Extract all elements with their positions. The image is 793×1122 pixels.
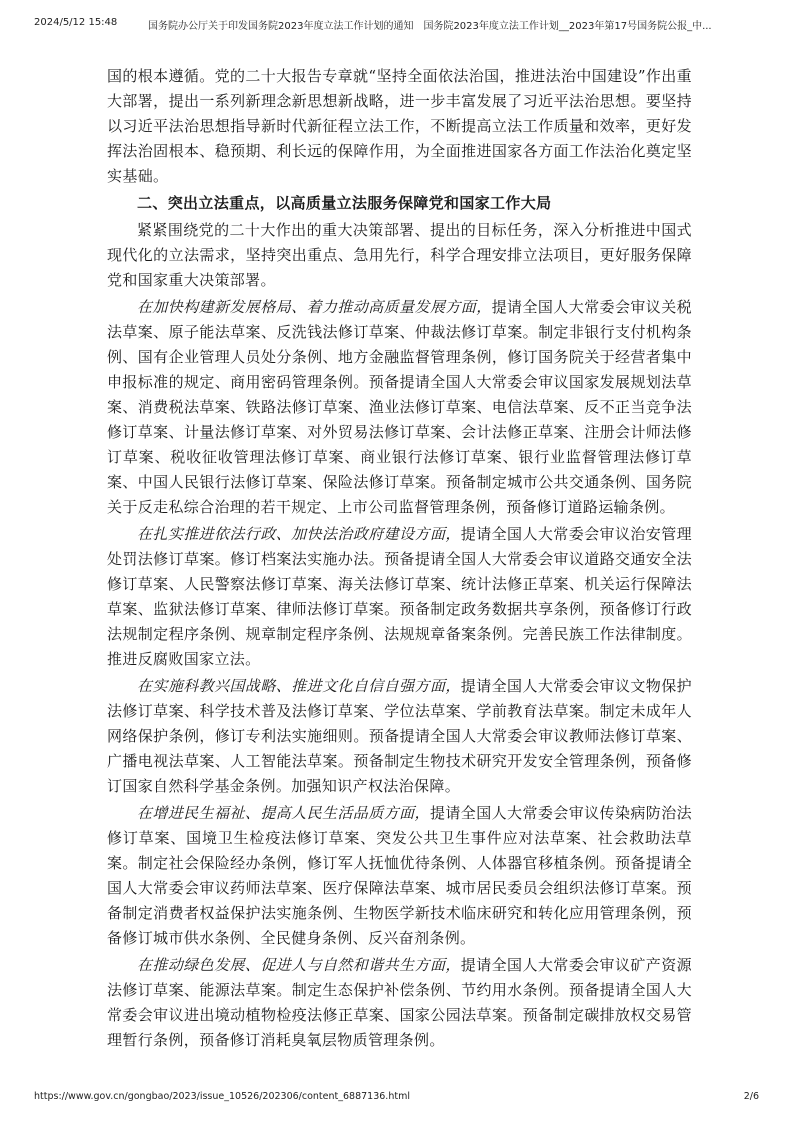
document-body — [107, 64, 692, 1055]
paragraph-lead: 在推动绿色发展、促进人与自然和谐共生方面， — [137, 956, 461, 974]
paragraph-lead: 在增进民生福祉、提高人民生活品质方面， — [137, 804, 430, 822]
paragraph-development — [107, 295, 692, 520]
paragraph-text: 提请全国人大常委会审议治安管理处罚法修订草案。修订档案法实施办法。预备提请全国人大常委会审议道路交通安全法修订草案、人民警察法修订草案、海关法修订草案、统计法修正草案、机关运行保障法草案、监狱法修订草案、律师法修订草案。预备制定政务数据共享条例，预备修订行政法规制定程序条例、规章制定程序条例、法规规章备案条例。完善民族工作法律制度。推进反腐败国家立法。 — [107, 525, 692, 668]
print-footer — [0, 1091, 793, 1107]
paragraph-intro-continued: 国的根本遵循。党的二十大报告专章就“坚持全面依法治国，推进法治中国建设”作出重大部署，提出一系列新理念新思想新战略，进一步丰富发展了习近平法治思想。要坚持以习近平法治思想指导新时代新征程立法工作，不断提高立法工作质量和效率，更好发挥法治固根本、稳预期、利长远的保障作用，为全面推进国家各方面工作法治化奠定坚实基础。 — [107, 67, 692, 185]
paragraph-section-intro: 紧紧围绕党的二十大作出的重大决策部署、提出的目标任务，深入分析推进中国式现代化的立法需求，坚持突出重点、急用先行，科学合理安排立法项目，更好服务保障党和国家重大决策部署。 — [107, 221, 692, 289]
paragraph-science-education — [107, 674, 692, 799]
paragraph-administration — [107, 522, 692, 672]
page-number: 2/6 — [743, 1091, 759, 1102]
source-url-link[interactable]: https://www.gov.cn/gongbao/2023/issue_10526/202306/content_6887136.html — [34, 1091, 410, 1102]
paragraph-lead: 在加快构建新发展格局、着力推动高质量发展方面， — [137, 298, 492, 316]
paragraph-text: 提请全国人大常委会审议矿产资源法修订草案、能源法草案。制定生态保护补偿条例、节约用水条例。预备提请全国人大常委会审议进出境动植物检疫法修正草案、国家公园法草案。预备制定碳排放权交易管理暂行条例，预备修订消耗臭氧层物质管理条例。 — [107, 956, 692, 1049]
paragraph-text: 提请全国人大常委会审议传染病防治法修订草案、国境卫生检疫法修订草案、突发公共卫生事件应对法草案、社会救助法草案。制定社会保险经办条例，修订军人抚恤优待条例、人体器官移植条例。预备提请全国人大常委会审议药师法草案、医疗保障法草案、城市居民委员会组织法修订草案。预备制定消费者权益保护法实施条例、生物医学新技术临床研究和转化应用管理条例，预备修订城市供水条例、全民健身条例、反兴奋剂条例。 — [107, 804, 692, 947]
section-heading: 二、突出立法重点，以高质量立法服务保障党和国家工作大局 — [137, 194, 552, 212]
print-datetime: 2024/5/12 15:48 — [34, 17, 118, 28]
paragraph-green-development — [107, 953, 692, 1053]
paragraph-text: 提请全国人大常委会审议文物保护法修订草案、科学技术普及法修订草案、学位法草案、学前教育法草案。制定未成年人网络保护条例，修订专利法实施细则。预备提请全国人大常委会审议教师法修订草案、广播电视法草案、人工智能法草案。预备制定生物技术研究开发安全管理条例，预备修订国家自然科学基金条例。加强知识产权法治保障。 — [107, 677, 692, 795]
paragraph-livelihood — [107, 801, 692, 951]
paragraph-lead: 在实施科教兴国战略、推进文化自信自强方面， — [137, 677, 461, 695]
paragraph-text: 提请全国人大常委会审议关税法草案、原子能法草案、反洗钱法修订草案、仲裁法修订草案。制定非银行支付机构条例、国有企业管理人员处分条例、地方金融监督管理条例，修订国务院关于经营者集中申报标准的规定、商用密码管理条例。预备提请全国人大常委会审议国家发展规划法草案、消费税法草案、铁路法修订草案、渔业法修订草案、电信法草案、反不正当竞争法修订草案、计量法修订草案、对外贸易法修订草案、会计法修正草案、注册会计师法修订草案、税收征收管理法修订草案、商业银行法修订草案、银行业监督管理法修订草案、中国人民银行法修订草案、保险法修订草案。预备制定城市公共交通条例、国务院关于反走私综合治理的若干规定、上市公司监督管理条例，预备修订道路运输条例。 — [107, 298, 692, 516]
print-page-title: 国务院办公厅关于印发国务院2023年度立法工作计划的通知 国务院2023年度立法工作计划__2023年第17号国务院公报_中... — [148, 21, 712, 32]
print-header — [0, 17, 793, 33]
paragraph-lead: 在扎实推进依法行政、加快法治政府建设方面， — [137, 525, 461, 543]
